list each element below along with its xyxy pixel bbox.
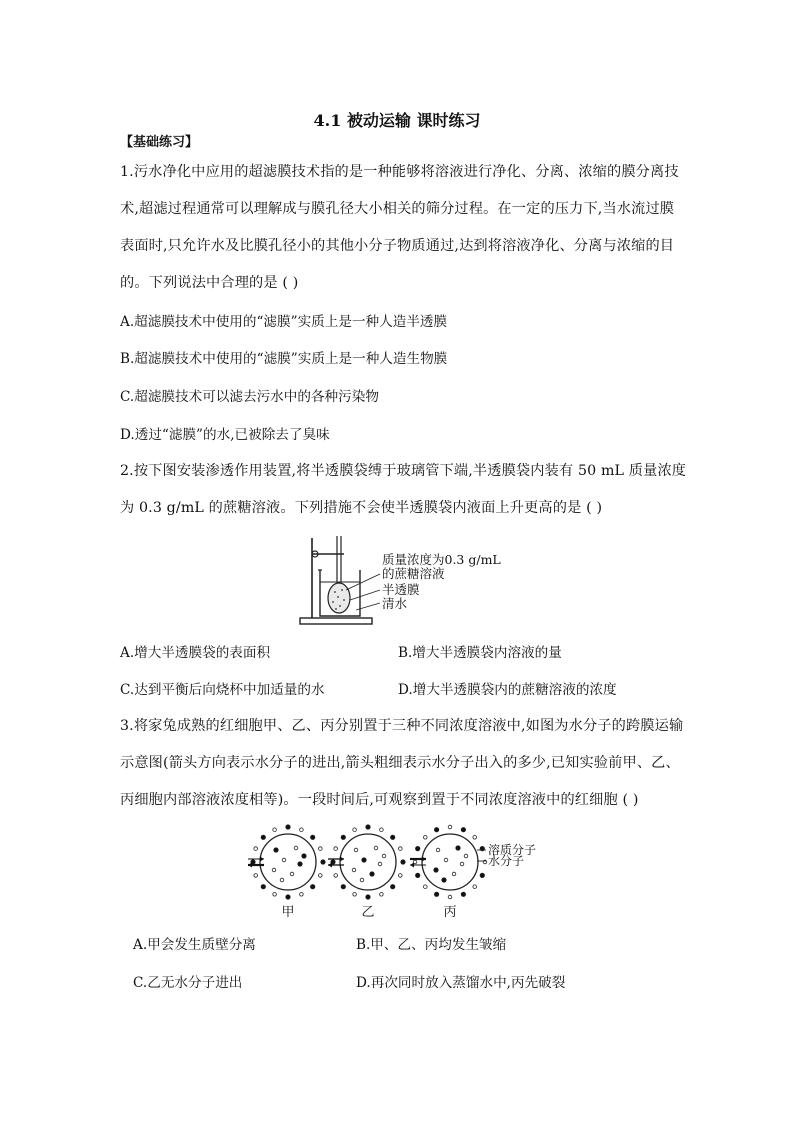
label-cell-bing: 丙 [443, 905, 457, 920]
label-sucrose-solution: 的蔗糖溶液 [382, 566, 445, 581]
q1-option-d: D.透过“滤膜”的水,已被除去了臭味 [120, 427, 330, 443]
q2-line-2: 为 0.3 g/mL 的蔗糖溶液。下列措施不会使半透膜袋内液面上升更高的是 ( ) [120, 500, 603, 516]
water-molecule-dot [319, 874, 323, 878]
water-molecule-dot [460, 862, 464, 866]
solute-molecule-dot [434, 868, 438, 872]
water-molecule-dot [352, 868, 356, 872]
solute-molecule-dot [341, 885, 345, 889]
water-out-arrowhead [410, 863, 414, 868]
cell-membrane [422, 834, 478, 890]
q2-option-b: B.增大半透膜袋内溶液的量 [398, 645, 562, 661]
solute-molecule-dot [401, 860, 405, 864]
label-cell-yi: 乙 [361, 905, 375, 920]
q3-line-2: 示意图(箭头方向表示水分子的进出,箭头粗细表示水分子出入的多少,已知实验前甲、乙、 [120, 755, 680, 771]
solute-molecule-dot [461, 828, 465, 832]
water-molecule-dot [473, 836, 477, 840]
solute-molecule-dot [302, 854, 306, 858]
solute-molecule-dot [261, 835, 265, 839]
water-molecule-dot [290, 872, 294, 876]
solute-molecule-dot [298, 862, 302, 866]
q3-option-b: B.甲、乙、丙均发生皱缩 [356, 937, 507, 953]
solute-molecule-dot [362, 858, 366, 862]
water-molecule-dot [448, 895, 452, 899]
water-molecule-dot [424, 836, 428, 840]
water-molecule-dot [300, 893, 304, 897]
water-in-arrowhead [260, 857, 264, 862]
water-molecule-dot [448, 825, 452, 829]
solute-molecule-dot [416, 873, 420, 877]
osmosis-apparatus-figure [298, 530, 518, 630]
q3-line-3: 丙细胞内部溶液浓度相等)。一段时间后,可观察到置于不同浓度溶液中的红细胞 ( ) [120, 792, 639, 808]
water-molecule-dot [464, 854, 468, 858]
solute-molecule-dot [434, 892, 438, 896]
water-out-arrowhead [248, 863, 252, 868]
water-molecule-dot [353, 828, 357, 832]
water-molecule-dot [436, 848, 440, 852]
q1-line-1: 1.污水净化中应用的超滤膜技术指的是一种能够将溶液进行净化、分离、浓缩的膜分离技 [120, 164, 679, 180]
solute-molecule-dot [311, 835, 315, 839]
water-molecule-dot [254, 874, 258, 878]
water-molecule-dot [353, 893, 357, 897]
cell-membrane [260, 834, 316, 890]
q1-option-b: B.超滤膜技术中使用的“滤膜”实质上是一种人造生物膜 [120, 351, 448, 367]
solute-molecule-dot [286, 895, 290, 899]
water-molecule-dot [294, 846, 298, 850]
water-molecule-dot [334, 874, 338, 878]
water-molecule-dot [319, 847, 323, 851]
q2-option-d: D.增大半透膜袋内的蔗糖溶液的浓度 [398, 682, 617, 698]
q2-option-c: C.达到平衡后向烧杯中加适量的水 [120, 682, 325, 698]
water-molecule-dot [273, 828, 277, 832]
water-molecule-dot [334, 847, 338, 851]
solute-molecule-dot [434, 828, 438, 832]
water-molecule-dot [452, 872, 456, 876]
label-cell-jia: 甲 [281, 905, 295, 920]
water-molecule-dot [374, 846, 378, 850]
cell-membrane [340, 834, 396, 890]
water-molecule-dot [473, 885, 477, 889]
solute-molecule-dot [341, 835, 345, 839]
water-molecule-dot [380, 893, 384, 897]
label-clear-water: 清水 [382, 596, 408, 611]
solute-molecule-dot [370, 872, 374, 876]
solute-molecule-dot [461, 892, 465, 896]
water-in-arrowhead [422, 857, 426, 862]
label-sucrose-concentration: 质量浓度为0.3 g/mL [382, 552, 501, 567]
solute-molecule-dot [480, 873, 484, 877]
solute-molecule-dot [274, 848, 278, 852]
water-molecule-dot [272, 868, 276, 872]
water-molecule-dot [424, 885, 428, 889]
water-molecule-dot [254, 847, 258, 851]
solute-molecule-dot [261, 885, 265, 889]
label-water-molecule: 水分子 [488, 854, 525, 868]
q1-option-c: C.超滤膜技术可以滤去污水中的各种污染物 [120, 389, 379, 405]
solute-molecule-dot [321, 860, 325, 864]
q2-line-1: 2.按下图安装渗透作用装置,将半透膜袋缚于玻璃管下端,半透膜袋内装有 50 mL 质量浓度 [120, 463, 687, 479]
q3-option-d: D.再次同时放入蒸馏水中,丙先破裂 [356, 975, 566, 991]
q3-line-1: 3.将家兔成熟的红细胞甲、乙、丙分别置于三种不同浓度溶液中,如图为水分子的跨膜运输 [120, 718, 684, 734]
section-heading: 【基础练习】 [120, 135, 199, 150]
label-solute-molecule: 溶质分子 [488, 843, 537, 857]
red-blood-cell-diagram [245, 822, 565, 922]
water-molecule-dot [399, 874, 403, 878]
water-molecule-dot [280, 878, 284, 882]
water-molecule-dot [378, 862, 382, 866]
q1-option-a: A.超滤膜技术中使用的“滤膜”实质上是一种人造半透膜 [120, 314, 448, 330]
cells-group [248, 825, 487, 899]
solute-molecule-dot [366, 825, 370, 829]
label-semipermeable-membrane: 半透膜 [382, 582, 420, 597]
q1-line-4: 的。下列说法中合理的是 ( ) [120, 275, 299, 291]
solute-molecule-dot [456, 846, 460, 850]
solute-molecule-dot [391, 885, 395, 889]
water-out-arrowhead [328, 863, 332, 868]
q1-line-2: 术,超滤过程通常可以理解成与膜孔径大小相关的筛分过程。在一定的压力下,当水流过膜 [120, 201, 675, 217]
q3-option-a: A.甲会发生质壁分离 [133, 937, 256, 953]
water-molecule-dot [380, 828, 384, 832]
water-molecule-dot [273, 893, 277, 897]
solute-molecule-dot [311, 885, 315, 889]
q2-option-a: A.增大半透膜袋的表面积 [120, 645, 271, 661]
water-molecule-dot [300, 828, 304, 832]
solute-molecule-dot [366, 895, 370, 899]
water-molecule-dot [399, 847, 403, 851]
q3-option-c: C.乙无水分子进出 [133, 975, 243, 991]
water-molecule-dot [444, 858, 448, 862]
solute-molecule-dot [442, 878, 446, 882]
water-molecule-dot [354, 848, 358, 852]
page-title: 4.1 被动运输 课时练习 [313, 111, 481, 130]
water-molecule-dot [282, 858, 286, 862]
water-molecule-dot [382, 854, 386, 858]
water-in-arrowhead [340, 857, 344, 862]
solute-molecule-dot [391, 835, 395, 839]
water-molecule-dot [360, 878, 364, 882]
solute-molecule-dot [286, 825, 290, 829]
q1-line-3: 表面时,只允许水及比膜孔径小的其他小分子物质通过,达到将溶液净化、分离与浓缩的目 [120, 238, 675, 254]
solute-molecule-dot [416, 846, 420, 850]
